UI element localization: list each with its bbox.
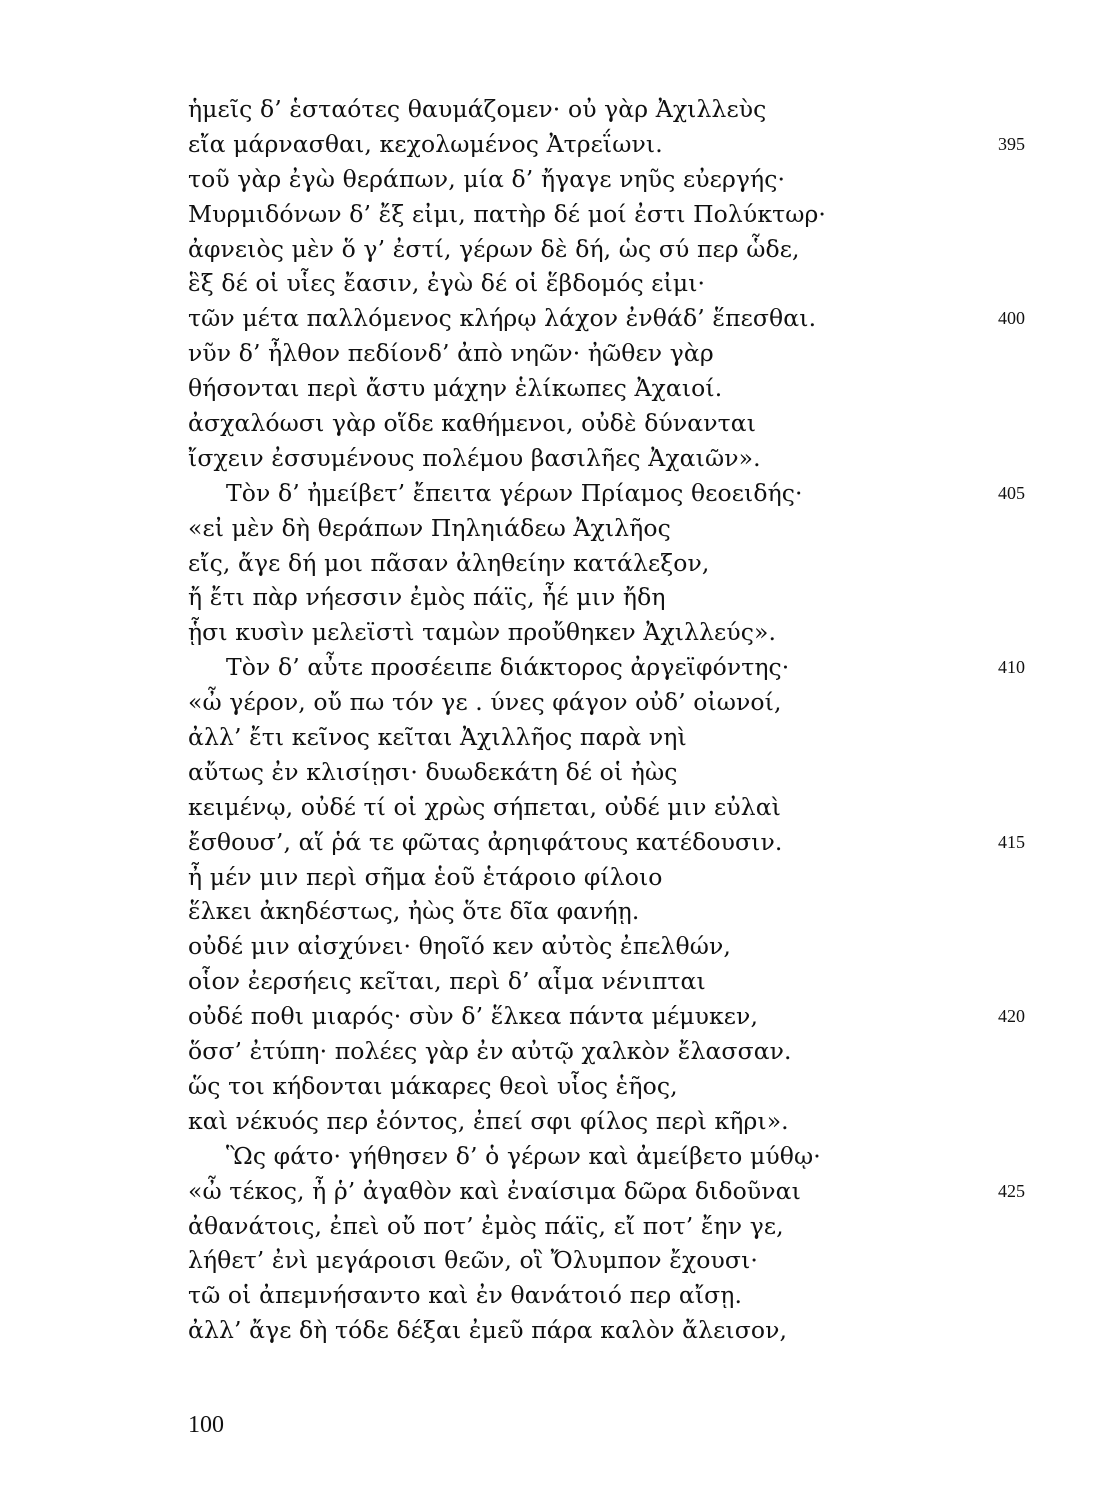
line-number: 415 (998, 831, 1025, 852)
verse-line (188, 964, 1068, 999)
verse-text: ἓξ δέ οἱ υἷες ἔασιν, ἐγὼ δέ οἱ ἕβδομός εἰμι· (188, 269, 706, 298)
verse-text: ὅσσ’ ἐτύπη· πολέες γὰρ ἐν αὐτῷ χαλκὸν ἔλασσαν. (188, 1037, 792, 1066)
verse-line (188, 790, 1068, 825)
verse-line (188, 266, 1068, 301)
verse-text: Τὸν δ’ αὖτε προσέειπε διάκτορος ἀργεϊφόντης· (226, 653, 790, 682)
verse-line (188, 162, 1068, 197)
verse-text: «ὦ γέρον, οὔ πω τόν γε . ύνες φάγον οὐδ’ οἰωνοί, (188, 688, 782, 717)
verse-text: ἤ ἔτι πὰρ νήεσσιν ἐμὸς πάϊς, ἦέ μιν ἤδη (188, 583, 666, 612)
verse-line (188, 197, 1068, 232)
verse-line (188, 301, 1068, 336)
verse-line (188, 650, 1068, 685)
verse-text: νῦν δ’ ἦλθον πεδίονδ’ ἀπὸ νηῶν· ἠῶθεν γὰρ (188, 339, 714, 368)
verse-line (188, 1243, 1068, 1278)
verse-line (188, 406, 1068, 441)
verse-line (188, 580, 1068, 615)
line-number: 420 (998, 1006, 1025, 1027)
verse-line (188, 127, 1068, 162)
verse-text: τῶν μέτα παλλόμενος κλήρῳ λάχον ἐνθάδ’ ἕπεσθαι. (188, 304, 817, 333)
line-number: 425 (998, 1180, 1025, 1201)
verse-text: ἔσθουσ’, αἵ ῥά τε φῶτας ἀρηιφάτους κατέδουσιν. (188, 827, 783, 856)
verse-text: ἀλλ’ ἔτι κεῖνος κεῖται Ἀχιλλῆος παρὰ νηὶ (188, 723, 687, 752)
verse-line (188, 511, 1068, 546)
verse-text: ᾗσι κυσὶν μελεϊστὶ ταμὼν προὔθηκεν Ἀχιλλεύς». (188, 618, 777, 647)
line-number: 400 (998, 308, 1025, 329)
verse-text: Μυρμιδόνων δ’ ἔξ εἰμι, πατὴρ δέ μοί ἐστι Πολύκτωρ· (188, 199, 826, 228)
verse-line (188, 1313, 1068, 1348)
verse-text: καὶ νέκυός περ ἐόντος, ἐπεί σφι φίλος περὶ κῆρι». (188, 1106, 789, 1135)
verse-text: ἡμεῖς δ’ ἑσταότες θαυμάζομεν· οὐ γὰρ Ἀχιλλεὺς (188, 95, 767, 123)
line-number: 410 (998, 657, 1025, 678)
verse-line (188, 1069, 1068, 1104)
verse-line (188, 441, 1068, 476)
verse-line (188, 894, 1068, 929)
verse-line (188, 1209, 1068, 1244)
verse-text: ἦ μέν μιν περὶ σῆμα ἑοῦ ἑτάροιο φίλοιο (188, 862, 663, 891)
verse-text: ἕλκει ἀκηδέστως, ἠὼς ὅτε δῖα φανήῃ. (188, 897, 640, 926)
verse-line (188, 999, 1068, 1034)
verse-line (188, 1139, 1068, 1174)
verse-line (188, 860, 1068, 895)
verse-text: ἀθανάτοις, ἐπεὶ οὔ ποτ’ ἐμὸς πάϊς, εἴ ποτ’ ἔην γε, (188, 1211, 784, 1240)
verse-text: θήσονται περὶ ἄστυ μάχην ἑλίκωπες Ἀχαιοί. (188, 374, 723, 403)
verse-line (188, 1034, 1068, 1069)
verse-text: ἀφνειὸς μὲν ὅ γ’ ἐστί, γέρων δὲ δή, ὡς σύ περ ὧδε, (188, 234, 800, 263)
verse-text: οὐδέ ποθι μιαρός· σὺν δ’ ἕλκεα πάντα μέμυκεν, (188, 1002, 759, 1031)
verse-text: λήθετ’ ἐνὶ μεγάροισι θεῶν, οἳ Ὄλυμπον ἔχουσι· (188, 1246, 758, 1275)
verse-text: «εἰ μὲν δὴ θεράπων Πηληιάδεω Ἀχιλῆος (188, 513, 671, 542)
verse-block (188, 92, 1068, 1348)
verse-line (188, 755, 1068, 790)
verse-text: οὐδέ μιν αἰσχύνει· θηοῖό κεν αὐτὸς ἐπελθών, (188, 932, 731, 961)
verse-line (188, 685, 1068, 720)
verse-text: εἴα μάρνασθαι, κεχολωμένος Ἀτρεΐωνι. (188, 129, 663, 158)
verse-text: Ὣς φάτο· γήθησεν δ’ ὁ γέρων καὶ ἀμείβετο μύθῳ· (226, 1141, 821, 1170)
verse-line (188, 232, 1068, 267)
verse-text: ἀλλ’ ἄγε δὴ τόδε δέξαι ἐμεῦ πάρα καλὸν ἄλεισον, (188, 1316, 788, 1345)
verse-text: «ὦ τέκος, ἦ ῥ’ ἀγαθὸν καὶ ἐναίσιμα δῶρα διδοῦναι (188, 1176, 801, 1205)
verse-line (188, 720, 1068, 755)
verse-line (188, 1104, 1068, 1139)
verse-text: τῶ οἱ ἀπεμνήσαντο καὶ ἐν θανάτοιό περ αἴσῃ. (188, 1281, 743, 1310)
verse-line (188, 336, 1068, 371)
verse-text: αὔτως ἐν κλισίῃσι· δυωδεκάτη δέ οἱ ἠὼς (188, 757, 678, 786)
verse-text: τοῦ γὰρ ἐγὼ θεράπων, μία δ’ ἤγαγε νηῦς εὐεργής· (188, 164, 786, 193)
line-number: 405 (998, 482, 1025, 503)
verse-line (188, 1278, 1068, 1313)
verse-text: οἷον ἐερσήεις κεῖται, περὶ δ’ αἷμα νένιπται (188, 967, 706, 996)
verse-text: κειμένῳ, οὐδέ τί οἱ χρὼς σήπεται, οὐδέ μιν εὐλαὶ (188, 792, 781, 821)
verse-line (188, 92, 1068, 127)
verse-line (188, 825, 1068, 860)
verse-text: ἀσχαλόωσι γὰρ οἵδε καθήμενοι, οὐδὲ δύνανται (188, 409, 757, 438)
verse-line (188, 1174, 1068, 1209)
verse-line (188, 476, 1068, 511)
line-number: 395 (998, 133, 1025, 154)
verse-line (188, 371, 1068, 406)
verse-line (188, 546, 1068, 581)
page-number: 100 (188, 1412, 224, 1438)
verse-text: ἴσχειν ἐσσυμένους πολέμου βασιλῆες Ἀχαιῶν». (188, 443, 761, 472)
verse-line (188, 929, 1068, 964)
verse-text: ὥς τοι κήδονται μάκαρες θεοὶ υἷος ἑῆος, (188, 1071, 678, 1100)
verse-text: εἴς, ἄγε δή μοι πᾶσαν ἀληθείην κατάλεξον, (188, 548, 710, 577)
verse-text: Τὸν δ’ ἠμείβετ’ ἔπειτα γέρων Πρίαμος θεοειδής· (226, 478, 803, 507)
verse-line (188, 615, 1068, 650)
